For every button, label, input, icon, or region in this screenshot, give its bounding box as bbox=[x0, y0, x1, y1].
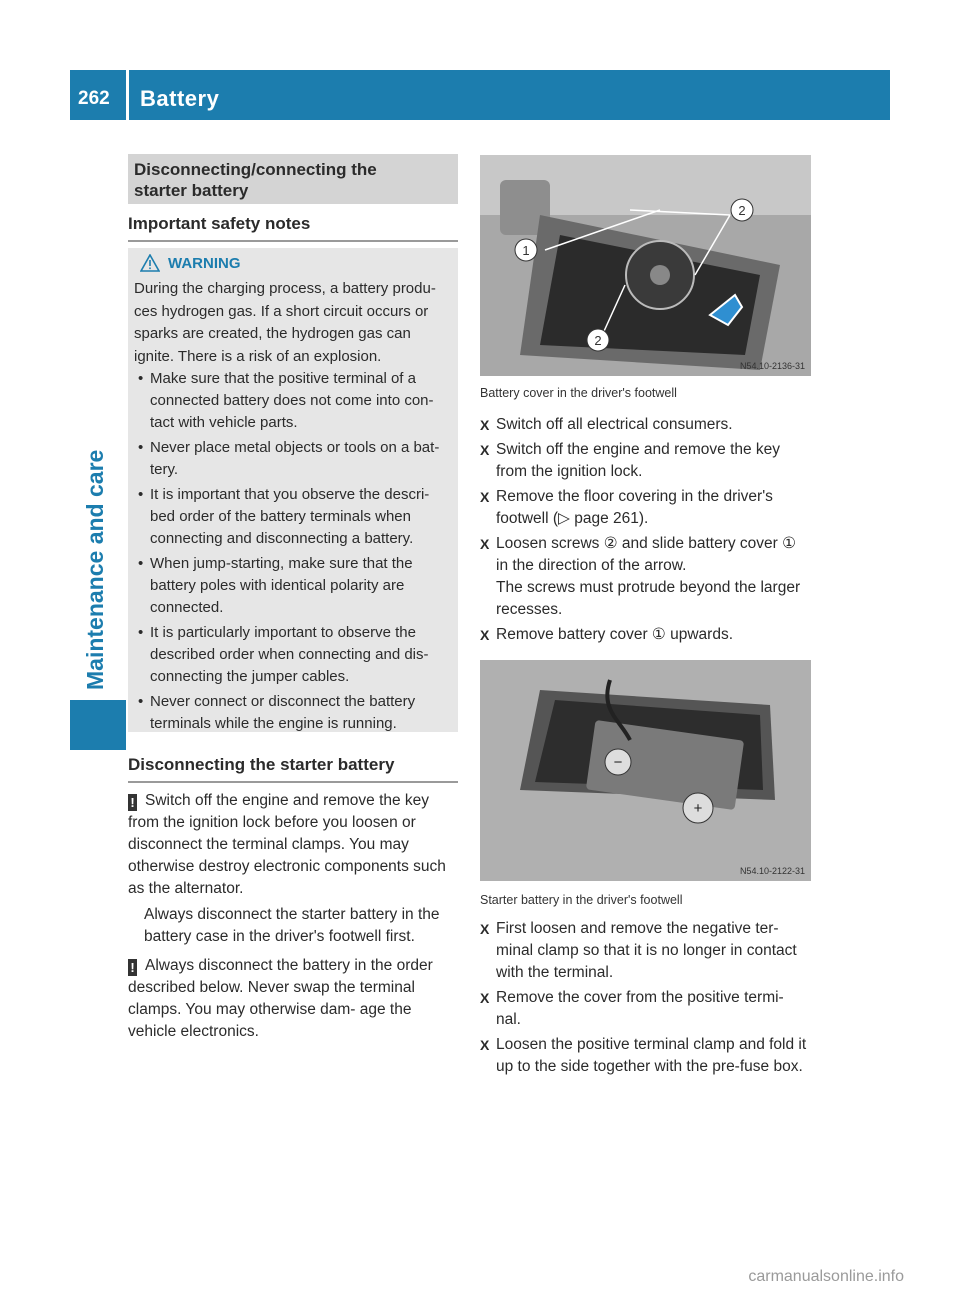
warning-label: WARNING bbox=[168, 254, 241, 272]
battery-cover-illustration bbox=[480, 155, 811, 376]
step-item: X Switch off the engine and remove the key from the ignition lock. bbox=[480, 439, 812, 483]
note-mark: ! bbox=[128, 794, 137, 811]
warning-bullet: • It is particularly important to observe the described order when connecting and dis- connecting the jumper cables. bbox=[134, 622, 456, 688]
safety-heading: Important safety notes bbox=[128, 214, 458, 242]
note-1 bbox=[128, 790, 462, 948]
warning-bullet: • Make sure that the positive terminal of a connected battery does not come into con- tact with vehicle parts. bbox=[134, 368, 456, 434]
callout-1: 1 bbox=[522, 243, 530, 258]
header-separator bbox=[126, 70, 129, 120]
warning-bullet: • Never place metal objects or tools on a bat- tery. bbox=[134, 437, 456, 481]
note-extra: Always disconnect the starter battery in the battery case in the driver's footwell first. bbox=[144, 906, 440, 945]
warning-intro: During the charging process, a battery produ- ces hydrogen gas. If a short circuit occurs or sparks are created, the hydrogen gas can ignite. There is a risk of an explosion. bbox=[134, 280, 436, 365]
note-text: Always disconnect the battery in the order described below. Never swap the terminal clamps. You may otherwise dam- age the vehicle electronics. bbox=[128, 957, 433, 1040]
step-item: X Remove the floor covering in the driver's footwell (▷ page 261). bbox=[480, 486, 812, 530]
step-item: X Remove battery cover ① upwards. bbox=[480, 624, 812, 646]
callout-2: 2 bbox=[738, 203, 746, 218]
step-item: X Loosen the positive terminal clamp and fold it up to the side together with the pre-fuse box. bbox=[480, 1034, 812, 1078]
step-extra: The screws must protrude beyond the larger recesses. bbox=[496, 579, 801, 618]
warning-icon bbox=[140, 254, 160, 272]
starter-battery-illustration bbox=[480, 660, 811, 881]
starter-battery-photo bbox=[480, 660, 811, 881]
battery-cover-photo bbox=[480, 155, 811, 376]
warning-bullet: • It is important that you observe the descri- bed order of the battery terminals when connecting and disconnecting a battery. bbox=[134, 484, 456, 550]
warning-bullet: • When jump-starting, make sure that the battery poles with identical polarity are connected. bbox=[134, 553, 456, 619]
section-title-box bbox=[128, 154, 458, 204]
photo-caption: Battery cover in the driver's footwell bbox=[480, 386, 677, 400]
note-mark: ! bbox=[128, 959, 137, 976]
photo-code: N54.10-2122-31 bbox=[739, 866, 805, 876]
watermark: carmanualsonline.info bbox=[748, 1268, 904, 1285]
photo-caption: Starter battery in the driver's footwell bbox=[480, 893, 683, 907]
negative-terminal: − bbox=[613, 754, 623, 771]
callout-2: 2 bbox=[594, 333, 602, 348]
steps-list-1 bbox=[480, 414, 812, 649]
positive-terminal: + bbox=[693, 800, 703, 817]
step-item: X Switch off all electrical consumers. bbox=[480, 414, 812, 436]
note-text: Switch off the engine and remove the key from the ignition lock before you loosen or disconnect the terminal clamps. You may otherwise destroy electronic components such as the alternator. bbox=[128, 792, 446, 897]
warning-header bbox=[140, 254, 241, 272]
warning-list bbox=[134, 368, 456, 738]
page-number: 262 bbox=[78, 88, 110, 109]
step-item: X Remove the cover from the positive termi- nal. bbox=[480, 987, 812, 1031]
section-title: Disconnecting/connecting the starter battery bbox=[134, 160, 377, 200]
steps-list-2 bbox=[480, 918, 812, 1081]
warning-bullet: • Never connect or disconnect the battery terminals while the engine is running. bbox=[134, 691, 456, 735]
step-item: X First loosen and remove the negative ter- minal clamp so that it is no longer in contact with the terminal. bbox=[480, 918, 812, 984]
page-title: Battery bbox=[140, 86, 220, 111]
step-item bbox=[480, 533, 812, 621]
photo-code: N54.10-2136-31 bbox=[739, 361, 805, 371]
warning-box bbox=[128, 248, 458, 732]
side-tab-block bbox=[70, 700, 126, 750]
side-tab-label: Maintenance and care bbox=[82, 449, 108, 690]
disconnect-heading: Disconnecting the starter battery bbox=[128, 755, 458, 783]
note-2 bbox=[128, 955, 462, 1043]
step-text: Loosen screws ② and slide battery cover ① in the direction of the arrow. bbox=[496, 535, 797, 574]
